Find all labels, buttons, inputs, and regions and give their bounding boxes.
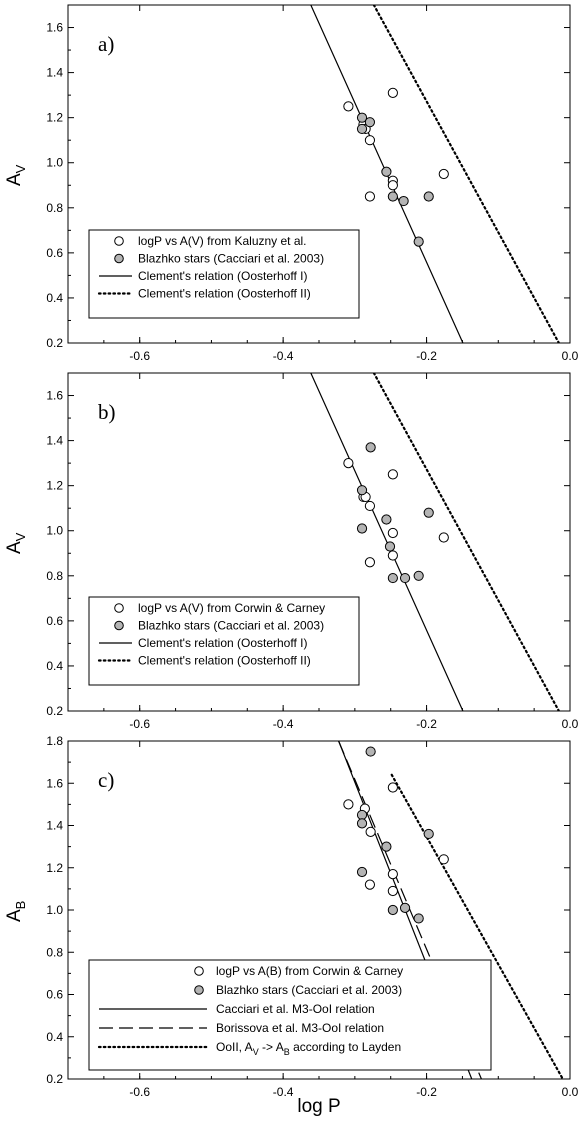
legend-marker (195, 986, 204, 995)
data-point (357, 819, 366, 828)
data-point (365, 118, 374, 127)
legend-marker (195, 967, 204, 976)
data-point (388, 192, 397, 201)
legend-entry-text: logP vs A(V) from Kaluzny et al. (138, 234, 307, 248)
data-point (439, 169, 448, 178)
data-point (382, 167, 391, 176)
x-tick-label: 0.0 (561, 717, 579, 731)
x-tick-label: -0.4 (272, 349, 294, 363)
data-point (439, 855, 448, 864)
x-tick-label: -0.2 (416, 1085, 437, 1099)
relation-line-dotted (374, 5, 559, 343)
y-tick-label: 1.2 (46, 110, 63, 125)
y-tick-label: 0.6 (46, 987, 63, 1002)
legend-entry-text: logP vs A(B) from Corwin & Carney (216, 964, 404, 978)
y-tick-label: 0.8 (46, 568, 63, 583)
legend-entry-text: Clement's relation (Oosterhoff I) (138, 636, 308, 650)
y-tick-label: 0.6 (46, 245, 63, 260)
panel-0 (4, 5, 579, 363)
data-point (400, 903, 409, 912)
y-tick-label: 0.4 (46, 1029, 63, 1044)
y-tick-label: 1.4 (46, 818, 63, 833)
panel-1 (4, 373, 579, 731)
legend-entry-text: OoII, $A_V -> A_B$ according to Layden (216, 1040, 402, 1057)
data-point (365, 192, 374, 201)
y-tick-label: 0.2 (46, 336, 63, 350)
data-point (357, 810, 366, 819)
data-point (424, 192, 433, 201)
x-tick-label: -0.4 (272, 717, 294, 731)
y-tick-label: 1.0 (46, 903, 63, 917)
series-points (344, 747, 449, 923)
data-point (414, 571, 423, 580)
data-point (388, 181, 397, 190)
y-axis-label: $A_V$ (4, 164, 28, 186)
x-tick-label: -0.6 (129, 1085, 151, 1099)
data-point (424, 508, 433, 517)
y-tick-label: 0.4 (46, 290, 63, 305)
data-point (366, 443, 375, 452)
data-point (344, 459, 353, 468)
legend-entry-text: Blazhko stars (Cacciari et al. 2003) (138, 251, 325, 266)
y-tick-label: 0.6 (46, 613, 63, 628)
data-point (366, 827, 375, 836)
panel-2 (4, 734, 579, 1117)
data-point (357, 124, 366, 133)
legend-marker (115, 604, 124, 613)
legend-entry-text: Cacciari et al. M3-OoI relation (216, 1002, 375, 1016)
panel-label: b) (98, 400, 116, 424)
y-tick-label: 0.8 (46, 200, 63, 215)
panel-label: a) (98, 32, 115, 56)
data-point (414, 237, 423, 246)
data-point (365, 880, 374, 889)
data-point (344, 102, 353, 111)
data-point (382, 515, 391, 524)
y-tick-label: 0.2 (46, 1072, 63, 1086)
legend-entry-text: Blazhko stars (Cacciari et al. 2003) (216, 983, 403, 997)
legend-entry-text: logP vs A(V) from Corwin & Carney (138, 601, 326, 615)
panel-label: c) (98, 768, 115, 792)
data-point (388, 470, 397, 479)
data-point (357, 486, 366, 495)
y-tick-label: 1.2 (46, 860, 63, 875)
data-point (388, 783, 397, 792)
y-tick-label: 1.6 (46, 20, 63, 35)
data-point (388, 905, 397, 914)
data-point (344, 800, 353, 809)
x-tick-label: -0.2 (416, 349, 437, 363)
relation-line-dotted (374, 373, 559, 711)
x-tick-label: 0.0 (561, 1085, 579, 1099)
data-point (366, 747, 375, 756)
data-point (388, 528, 397, 537)
data-point (400, 573, 409, 582)
data-point (365, 136, 374, 145)
y-tick-label: 1.6 (46, 776, 63, 791)
y-tick-label: 1.4 (46, 433, 63, 448)
y-tick-label: 0.8 (46, 945, 63, 960)
y-axis-label: $A_V$ (4, 532, 28, 554)
data-point (399, 196, 408, 205)
legend-marker (115, 254, 124, 263)
y-tick-label: 1.6 (46, 388, 63, 403)
data-point (388, 886, 397, 895)
data-point (424, 829, 433, 838)
legend-marker (115, 621, 124, 630)
data-point (388, 551, 397, 560)
y-tick-label: 0.4 (46, 658, 63, 673)
y-tick-label: 1.4 (46, 65, 63, 80)
x-tick-label: 0.0 (561, 349, 579, 363)
x-tick-label: -0.6 (129, 349, 151, 363)
data-point (357, 867, 366, 876)
legend-entry-text: Borissova et al. M3-OoI relation (216, 1021, 385, 1035)
data-point (388, 573, 397, 582)
data-point (414, 914, 423, 923)
y-tick-label: 1.0 (46, 155, 63, 170)
y-tick-label: 1.0 (46, 523, 63, 538)
data-point (439, 533, 448, 542)
y-tick-label: 1.2 (46, 478, 63, 493)
data-point (365, 501, 374, 510)
data-point (385, 542, 394, 551)
legend-entry-text: Clement's relation (Oosterhoff II) (138, 653, 311, 668)
data-point (357, 524, 366, 533)
legend-entry-text: Clement's relation (Oosterhoff II) (138, 286, 311, 301)
y-tick-label: 1.8 (46, 734, 63, 748)
y-tick-label: 0.2 (46, 704, 63, 718)
legend-marker (115, 237, 124, 246)
data-point (382, 842, 391, 851)
data-point (388, 88, 397, 97)
x-tick-label: -0.4 (272, 1085, 294, 1099)
y-axis-label: $A_B$ (4, 900, 28, 922)
x-tick-label: -0.6 (129, 717, 151, 731)
legend-entry-text: Clement's relation (Oosterhoff I) (138, 269, 308, 283)
data-point (365, 558, 374, 567)
x-tick-label: -0.2 (416, 717, 437, 731)
legend-entry-text: Blazhko stars (Cacciari et al. 2003) (138, 618, 325, 633)
data-point (388, 869, 397, 878)
x-axis-label: log P (297, 1096, 341, 1117)
